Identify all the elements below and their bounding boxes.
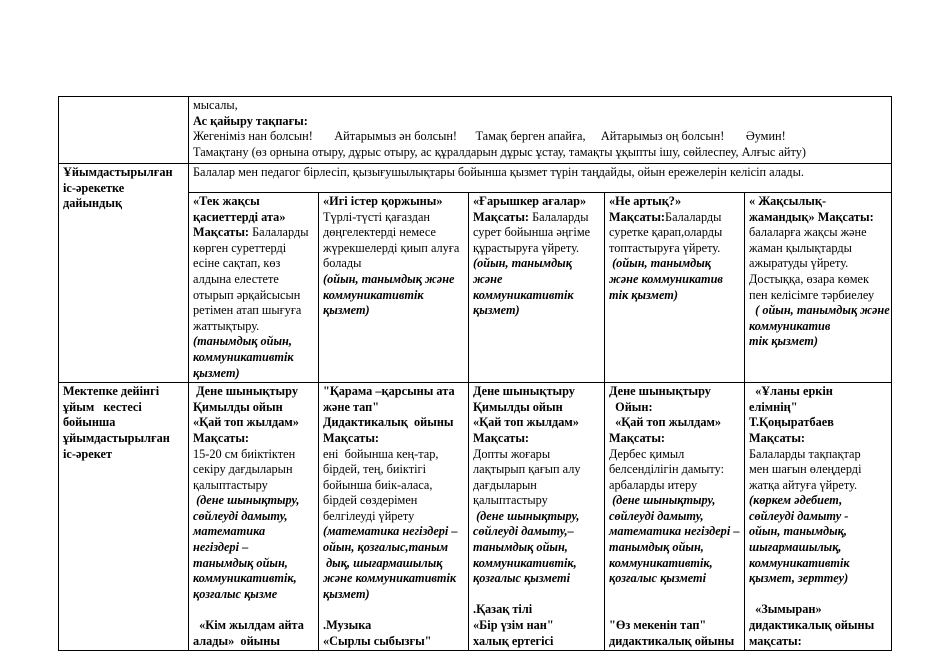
activity-heading: «Қай топ жылдам» (193, 415, 299, 430)
preparation-label-line: іс-әрекетке (63, 180, 125, 195)
game-cell-2 (319, 193, 469, 383)
activity-text: бірдей, тең, биіктігі (323, 462, 426, 477)
game-title: жамандық» Мақсаты: (749, 209, 874, 224)
preparation-label-line: дайындық (63, 196, 123, 211)
activity-heading: және тап" (323, 399, 380, 414)
goal-text: жаттықтыру. (193, 318, 260, 333)
next-activity-title: "Өз мекенін тап" (609, 618, 707, 633)
spacer-line (473, 587, 600, 603)
activity-text: белсенділігін дамыту: (609, 462, 725, 477)
game-cell-5 (745, 193, 892, 383)
activity-note: математика негіздері – (609, 524, 740, 539)
activity-note: танымдық ойын, (609, 540, 704, 555)
goal-text: топтастыруға үйрету. (609, 240, 721, 255)
activity-note: дық, шығармашылық (323, 555, 443, 570)
activity-text: арбаларды итеру (609, 477, 698, 492)
activity-text: Балаларды тақпақтар (749, 446, 861, 461)
game-title: « Жақсылық- (749, 194, 827, 208)
activity-heading: Дене шынықтыру (609, 384, 711, 399)
activity-note: коммуникативтік (323, 287, 424, 302)
activity-text: қалыптастыру (193, 477, 268, 492)
meal-sayings: Жегеніміз нан болсын! Айтарымыз ән болсын! Тамақ берген апайға, Айтарымыз оң болсын! Әумин! (193, 129, 786, 144)
activity-note: (дене шынықтыру, (473, 508, 580, 523)
next-activity-title: «Сырлы сыбызғы" (323, 633, 432, 648)
organized-activity-label-cell (59, 383, 189, 651)
next-activity-title: халық ертегісі (473, 633, 554, 648)
spacer-line (193, 602, 314, 618)
goal-label: Мақсаты: (473, 209, 530, 224)
activity-cell-1 (189, 383, 319, 651)
activity-note: тік қызмет) (749, 334, 818, 349)
activity-note: қозғалыс қызметі (609, 571, 707, 586)
goal-label: Мақсаты: (609, 430, 666, 445)
goal-label: Мақсаты: (609, 209, 666, 224)
activity-note: сөйлеуді дамыту, (193, 508, 288, 523)
spacer-line (749, 587, 887, 603)
goal-text: Балаларды (529, 209, 589, 224)
goal-text: ажыратуды үйрету. (749, 256, 849, 271)
goal-text: отырып әрқайсысын (193, 287, 301, 302)
activity-note: қызмет) (323, 303, 370, 318)
goal-text: құрастыруға үйрету. (473, 240, 580, 255)
activity-text: қалыптастыру (473, 493, 548, 508)
activity-text: 15-20 см биіктіктен (193, 446, 296, 461)
activity-note: коммуникативтік, (193, 571, 297, 586)
activity-heading: Қимылды ойын (193, 399, 283, 414)
activity-note: (математика негіздері – (323, 524, 458, 539)
activity-note: қызмет, зерттеу) (749, 571, 849, 586)
activity-note: (ойын, танымдық (473, 256, 572, 271)
next-activity-title: .Қазақ тілі (473, 602, 533, 617)
goal-text: есіне сақтап, көз (193, 256, 281, 271)
next-activity-title: дидактикалық ойыны (609, 633, 735, 648)
meal-instructions: Тамақтану (өз орнына отыру, дұрыс отыру, ас құралдарын дұрыс ұстау, тамақты ұқыпты ішу, сөйлеспеу, Алғыс айту) (193, 144, 806, 159)
activity-text: Дербес қимыл (609, 446, 685, 461)
next-activity-title: алады» ойыны (193, 633, 280, 648)
activity-note: коммуникативтік (749, 555, 850, 570)
activity-note: (ойын, танымдық (609, 256, 712, 271)
activity-note: математика (193, 524, 266, 539)
goal-label: Мақсаты: (193, 430, 250, 445)
goal-label: Мақсаты: (193, 225, 250, 240)
preparation-label-cell (59, 164, 189, 383)
goal-text: жаман қылықтарды (749, 240, 852, 255)
organized-label-line: Мектепке дейінгі (63, 384, 160, 399)
organized-label-line: ұйымдастырылған (63, 430, 170, 445)
game-title: «Игі істер қоржыны» (323, 194, 443, 208)
game-title: «Тек жақсы (193, 194, 260, 208)
spacer-line (609, 587, 740, 603)
activity-note: ойын, қозғалыс,таным (323, 540, 449, 555)
activity-note: коммуникативтік, (473, 555, 577, 570)
goal-text: ретімен атап шығуға (193, 303, 302, 318)
activity-cell-4 (605, 383, 745, 651)
preparation-intro-text: Балалар мен педагог бірлесіп, қызығушылықтары бойынша қызмет түрін таңдайды, ойын ережелерін келісіп алады. (193, 165, 804, 179)
activity-heading: елімнің" (749, 399, 798, 414)
activity-note: тік қызмет) (609, 287, 678, 302)
game-title: қасиеттерді ата» (193, 209, 286, 224)
activity-cell-2 (319, 383, 469, 651)
activity-heading: «Қай топ жылдам» (473, 415, 579, 430)
meal-example-text: мысалы, (193, 98, 238, 112)
activity-note: және коммуникативтік (323, 571, 457, 586)
activity-text: дағдыларын (473, 477, 537, 492)
activity-note: және (473, 271, 503, 286)
activity-text: белгілеуді үйрету (323, 508, 415, 523)
next-activity-title: «Зымыран» (749, 602, 822, 617)
goal-text: пен келісімге тәрбиелеу (749, 287, 875, 302)
activity-note: сөйлеуді дамыту - (749, 508, 849, 523)
activity-text: бірдей сөздерімен (323, 493, 418, 508)
organized-label-line: бойынша (63, 415, 116, 430)
activity-text: Допты жоғары (473, 446, 551, 461)
activity-text: лақтырып қағып алу (473, 462, 581, 477)
goal-text: сурет бойынша әңгіме (473, 225, 591, 240)
activity-heading: Дене шынықтыру (473, 384, 575, 399)
preparation-label-line: Ұйымдастырылған (63, 165, 173, 179)
activity-note: танымдық ойын, (473, 540, 568, 555)
game-title: «Ғарышкер ағалар» (473, 194, 587, 208)
activity-note: ойын, танымдық, (749, 524, 847, 539)
activity-heading: Ойын: (609, 399, 653, 414)
meal-heading: Ас қайыру тақпағы: (193, 113, 308, 128)
activity-cell-3 (469, 383, 605, 651)
activity-note: қызмет) (323, 586, 370, 601)
activity-note: (дене шынықтыру, (193, 493, 300, 508)
activity-heading: Дене шынықтыру (193, 384, 298, 399)
activity-note: қызмет) (473, 303, 520, 318)
game-text: болады (323, 256, 362, 271)
organized-label-line: ұйым кестесі (63, 399, 142, 414)
game-cell-1 (189, 193, 319, 383)
game-text: дөңгелектерді немесе (323, 225, 436, 240)
game-cell-3 (469, 193, 605, 383)
meal-row-label-cell (59, 97, 189, 164)
activity-note: коммуникативтік (193, 349, 294, 364)
next-activity-title: .Музыка (323, 618, 372, 633)
spacer-line (323, 602, 464, 618)
goal-text: Балаларды (249, 225, 309, 240)
goal-text: суретке қарап,оларды (609, 225, 723, 240)
activity-note: қызмет) (193, 365, 240, 380)
next-activity-title: мақсаты: (749, 633, 802, 648)
activity-note: (дене шынықтыру, (609, 493, 716, 508)
activity-text: жатқа айтуға үйрету. (749, 477, 858, 492)
next-activity-title: «Кім жылдам айта (193, 618, 304, 633)
schedule-table (58, 96, 892, 651)
activity-note: коммуникатив (749, 318, 831, 333)
goal-text: балаларға жақсы және (749, 225, 867, 240)
goal-text: Балаларды (665, 209, 722, 224)
activity-cell-5 (745, 383, 892, 651)
game-cell-4 (605, 193, 745, 383)
activity-heading: Қимылды ойын (473, 399, 563, 414)
game-text: Түрлі-түсті қағаздан (323, 209, 431, 224)
activity-text: мен шағын өлеңдерді (749, 462, 862, 477)
activity-note: ( ойын, танымдық және (749, 303, 890, 318)
goal-label: Мақсаты: (749, 430, 806, 445)
goal-text: Достыққа, өзара көмек (749, 271, 869, 286)
activity-heading: Дидактикалық ойыны (323, 415, 454, 430)
goal-text: алдына елестете (193, 271, 279, 286)
activity-note: қозғалыс қызметі (473, 571, 571, 586)
meal-row-content-cell (189, 97, 892, 164)
activity-text: бойынша биік-аласа, (323, 477, 433, 492)
goal-label: Мақсаты: (473, 430, 530, 445)
activity-note: қозғалыс қызме (193, 586, 278, 601)
goal-text: көрген суреттерді (193, 240, 287, 255)
activity-note: негіздері – (193, 540, 249, 555)
activity-note: танымдық ойын, (193, 555, 288, 570)
next-activity-title: «Бір үзім нан" (473, 618, 554, 633)
spacer-line (609, 602, 740, 618)
activity-note: және коммуникатив (609, 271, 723, 286)
activity-note: сөйлеуді дамыту, (609, 508, 704, 523)
activity-heading: «Ұланы еркін (749, 384, 833, 399)
game-text: жүрекшелерді қиып алуға (323, 240, 460, 255)
activity-note: сөйлеуді дамыту,– (473, 524, 574, 539)
activity-heading: «Қай топ жылдам» (609, 415, 722, 430)
meal-row (59, 97, 892, 164)
preparation-intro-cell (189, 164, 892, 193)
game-title: «Не артық?» (609, 194, 682, 208)
activity-note: (танымдық ойын, (193, 334, 292, 349)
activity-note: (ойын, танымдық және (323, 271, 455, 286)
organized-activity-row (59, 383, 892, 651)
activity-text: секіру дағдыларын (193, 462, 293, 477)
activity-note: шығармашылық, (749, 540, 842, 555)
activity-note: коммуникативтік (473, 287, 574, 302)
organized-label-line: іс-әрекет (63, 446, 113, 461)
goal-label: Мақсаты: (323, 430, 380, 445)
activity-heading: Т.Қоңыратбаев (749, 415, 834, 430)
activity-heading: "Қарама –қарсыны ата (323, 384, 455, 399)
preparation-intro-row (59, 164, 892, 193)
activity-note: коммуникативтік, (609, 555, 713, 570)
next-activity-title: дидактикалық ойыны (749, 618, 875, 633)
activity-text: ені бойынша кең-тар, (323, 446, 439, 461)
activity-note: (көркем әдебиет, (749, 493, 843, 508)
